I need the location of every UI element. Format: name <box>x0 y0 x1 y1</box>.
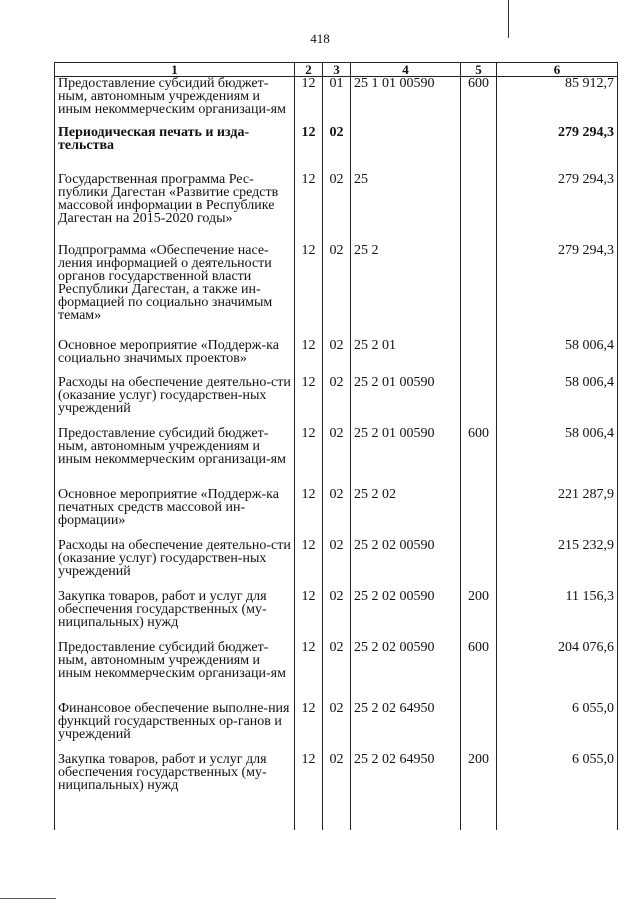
row-target-code: 25 <box>351 173 461 244</box>
column-header: 3 <box>323 63 351 77</box>
row-expense-type <box>461 126 497 173</box>
row-amount: 279 294,3 <box>497 126 618 173</box>
table-row <box>55 753 618 810</box>
row-section: 12 <box>295 339 323 376</box>
row-subsection: 02 <box>323 126 351 173</box>
row-section: 12 <box>295 244 323 339</box>
row-target-code: 25 2 02 64950 <box>351 753 461 810</box>
row-amount: 215 232,9 <box>497 539 618 590</box>
row-name: Основное мероприятие «Поддерж-ка социально значимых проектов» <box>55 339 295 376</box>
row-section: 12 <box>295 488 323 539</box>
empty-cell <box>461 810 497 830</box>
row-amount: 58 006,4 <box>497 427 618 488</box>
budget-table <box>54 62 618 830</box>
table-row <box>55 339 618 376</box>
row-target-code: 25 2 01 <box>351 339 461 376</box>
row-subsection: 01 <box>323 77 351 127</box>
row-section: 12 <box>295 173 323 244</box>
row-subsection: 02 <box>323 376 351 427</box>
row-subsection: 02 <box>323 753 351 810</box>
row-section: 12 <box>295 641 323 702</box>
row-name: Государственная программа Рес-публики Дагестан «Развитие средств массовой информации в Республике Дагестан на 2015-2020 годы» <box>55 173 295 244</box>
row-section: 12 <box>295 753 323 810</box>
table-row <box>55 427 618 488</box>
row-amount: 221 287,9 <box>497 488 618 539</box>
table-row <box>55 702 618 753</box>
row-target-code: 25 2 01 00590 <box>351 427 461 488</box>
column-header: 1 <box>55 63 295 77</box>
row-name: Подпрограмма «Обеспечение насе-ления информацией о деятельности органов государственной власти Республики Дагестан, а также ин-формацией по социально значимым темам» <box>55 244 295 339</box>
row-amount: 6 055,0 <box>497 702 618 753</box>
row-target-code: 25 2 01 00590 <box>351 376 461 427</box>
row-name: Основное мероприятие «Поддерж-ка печатных средств массовой ин-формации» <box>55 488 295 539</box>
table-row <box>55 77 618 127</box>
row-target-code <box>351 126 461 173</box>
scan-edge-line <box>508 0 509 38</box>
row-subsection: 02 <box>323 173 351 244</box>
row-expense-type: 600 <box>461 77 497 127</box>
row-name: Предоставление субсидий бюджет-ным, автономным учреждениям и иным некоммерческим организаци-ям <box>55 77 295 127</box>
empty-cell <box>351 810 461 830</box>
empty-cell <box>497 810 618 830</box>
row-amount: 11 156,3 <box>497 590 618 641</box>
table-row <box>55 539 618 590</box>
row-amount: 279 294,3 <box>497 244 618 339</box>
table-row <box>55 641 618 702</box>
column-header: 4 <box>351 63 461 77</box>
row-name: Финансовое обеспечение выполне-ния функций государственных ор-ганов и учреждений <box>55 702 295 753</box>
row-target-code: 25 1 01 00590 <box>351 77 461 127</box>
row-section: 12 <box>295 427 323 488</box>
table-row <box>55 173 618 244</box>
row-expense-type: 200 <box>461 753 497 810</box>
row-subsection: 02 <box>323 702 351 753</box>
row-section: 12 <box>295 702 323 753</box>
row-name: Закупка товаров, работ и услуг для обеспечения государственных (му-ниципальных) нужд <box>55 590 295 641</box>
row-name: Закупка товаров, работ и услуг для обеспечения государственных (му-ниципальных) нужд <box>55 753 295 810</box>
row-expense-type <box>461 376 497 427</box>
table-row <box>55 126 618 173</box>
column-header: 6 <box>497 63 618 77</box>
table-row <box>55 488 618 539</box>
row-name: Предоставление субсидий бюджет-ным, автономным учреждениям и иным некоммерческим организаци-ям <box>55 427 295 488</box>
row-section: 12 <box>295 539 323 590</box>
table-row <box>55 590 618 641</box>
row-subsection: 02 <box>323 641 351 702</box>
row-subsection: 02 <box>323 590 351 641</box>
row-subsection: 02 <box>323 539 351 590</box>
row-expense-type <box>461 244 497 339</box>
row-expense-type: 200 <box>461 590 497 641</box>
row-expense-type: 600 <box>461 427 497 488</box>
row-target-code: 25 2 02 <box>351 488 461 539</box>
row-amount: 85 912,7 <box>497 77 618 127</box>
row-target-code: 25 2 02 64950 <box>351 702 461 753</box>
row-target-code: 25 2 02 00590 <box>351 539 461 590</box>
row-amount: 279 294,3 <box>497 173 618 244</box>
row-name: Расходы на обеспечение деятельно-сти (оказание услуг) государствен-ных учреждений <box>55 376 295 427</box>
row-amount: 58 006,4 <box>497 339 618 376</box>
empty-cell <box>55 810 295 830</box>
scan-bottom-line <box>0 898 56 899</box>
row-section: 12 <box>295 590 323 641</box>
row-name: Расходы на обеспечение деятельно-сти (оказание услуг) государствен-ных учреждений <box>55 539 295 590</box>
page-number: 418 <box>310 31 330 46</box>
row-expense-type <box>461 539 497 590</box>
row-section: 12 <box>295 77 323 127</box>
row-target-code: 25 2 <box>351 244 461 339</box>
row-expense-type: 600 <box>461 641 497 702</box>
row-target-code: 25 2 02 00590 <box>351 641 461 702</box>
row-expense-type <box>461 339 497 376</box>
table-row <box>55 376 618 427</box>
table-body <box>55 77 618 831</box>
row-section: 12 <box>295 376 323 427</box>
row-section: 12 <box>295 126 323 173</box>
row-amount: 6 055,0 <box>497 753 618 810</box>
row-subsection: 02 <box>323 488 351 539</box>
row-subsection: 02 <box>323 427 351 488</box>
row-expense-type <box>461 488 497 539</box>
row-subsection: 02 <box>323 244 351 339</box>
table-header <box>55 63 618 77</box>
row-expense-type <box>461 173 497 244</box>
table-row <box>55 244 618 339</box>
row-amount: 204 076,6 <box>497 641 618 702</box>
table-filler-row <box>55 810 618 830</box>
row-subsection: 02 <box>323 339 351 376</box>
row-amount: 58 006,4 <box>497 376 618 427</box>
empty-cell <box>323 810 351 830</box>
row-name: Периодическая печать и изда-тельства <box>55 126 295 173</box>
column-header: 2 <box>295 63 323 77</box>
row-target-code: 25 2 02 00590 <box>351 590 461 641</box>
empty-cell <box>295 810 323 830</box>
row-name: Предоставление субсидий бюджет-ным, автономным учреждениям и иным некоммерческим организаци-ям <box>55 641 295 702</box>
column-header: 5 <box>461 63 497 77</box>
row-expense-type <box>461 702 497 753</box>
